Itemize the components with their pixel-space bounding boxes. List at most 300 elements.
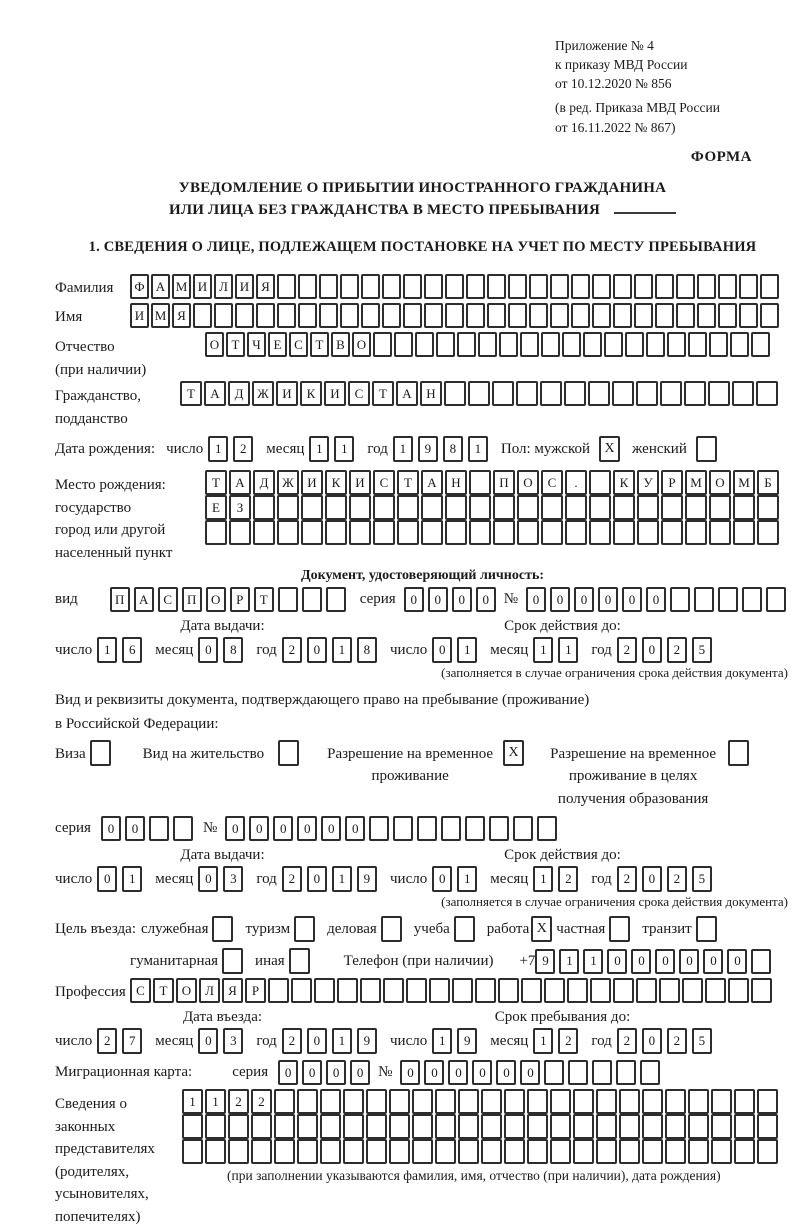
char-box[interactable]: А <box>151 274 170 299</box>
char-box[interactable] <box>469 495 491 520</box>
char-box[interactable]: 2 <box>282 637 302 663</box>
char-box[interactable]: 1 <box>533 1028 553 1054</box>
char-box[interactable] <box>412 1114 433 1139</box>
char-box[interactable] <box>734 1089 755 1114</box>
char-box[interactable] <box>417 816 437 841</box>
char-box[interactable]: С <box>373 470 395 495</box>
char-box[interactable]: 0 <box>631 949 651 974</box>
char-box[interactable]: 1 <box>533 637 553 663</box>
char-box[interactable] <box>751 332 770 357</box>
char-box[interactable]: 8 <box>443 436 463 462</box>
char-box[interactable]: М <box>151 303 170 328</box>
char-box[interactable]: 0 <box>404 587 424 612</box>
char-box[interactable] <box>493 520 515 545</box>
char-box[interactable] <box>655 274 674 299</box>
char-box[interactable] <box>361 274 380 299</box>
char-box[interactable]: 9 <box>418 436 438 462</box>
char-box[interactable] <box>688 332 707 357</box>
char-box[interactable]: 1 <box>97 637 117 663</box>
char-box[interactable]: 0 <box>249 816 269 841</box>
char-box[interactable]: П <box>182 587 202 612</box>
char-box[interactable]: 0 <box>520 1060 540 1085</box>
char-box[interactable] <box>541 495 563 520</box>
char-box[interactable]: 1 <box>457 637 477 663</box>
char-box[interactable] <box>475 978 496 1003</box>
char-box[interactable] <box>517 495 539 520</box>
char-box[interactable]: 0 <box>273 816 293 841</box>
char-box[interactable]: Т <box>226 332 245 357</box>
char-box[interactable] <box>277 495 299 520</box>
char-box[interactable] <box>504 1114 525 1139</box>
char-box[interactable] <box>661 520 683 545</box>
char-box[interactable] <box>320 1139 341 1164</box>
char-box[interactable] <box>466 303 485 328</box>
char-box[interactable] <box>517 520 539 545</box>
char-box[interactable] <box>229 520 251 545</box>
char-box[interactable] <box>564 381 586 406</box>
char-box[interactable] <box>452 978 473 1003</box>
char-box[interactable]: 1 <box>559 949 579 974</box>
char-box[interactable] <box>508 303 527 328</box>
char-box[interactable]: 2 <box>617 637 637 663</box>
char-box[interactable] <box>527 1114 548 1139</box>
visa-checkbox[interactable] <box>90 740 111 766</box>
char-box[interactable] <box>435 1114 456 1139</box>
sex-male-checkbox[interactable]: X <box>599 436 620 462</box>
char-box[interactable]: С <box>348 381 370 406</box>
char-box[interactable] <box>173 816 193 841</box>
char-box[interactable]: 0 <box>428 587 448 612</box>
char-box[interactable]: 0 <box>574 587 594 612</box>
char-box[interactable] <box>314 978 335 1003</box>
char-box[interactable] <box>343 1114 364 1139</box>
char-box[interactable] <box>445 520 467 545</box>
char-box[interactable]: 2 <box>667 637 687 663</box>
char-box[interactable] <box>214 303 233 328</box>
purpose-private-checkbox[interactable] <box>609 916 630 942</box>
char-box[interactable] <box>360 978 381 1003</box>
char-box[interactable] <box>592 1060 612 1085</box>
char-box[interactable] <box>297 1139 318 1164</box>
char-box[interactable] <box>277 303 296 328</box>
char-box[interactable] <box>527 1089 548 1114</box>
char-box[interactable]: 0 <box>448 1060 468 1085</box>
char-box[interactable]: 0 <box>472 1060 492 1085</box>
char-box[interactable] <box>403 274 422 299</box>
char-box[interactable]: 0 <box>727 949 747 974</box>
char-box[interactable] <box>636 381 658 406</box>
char-box[interactable]: П <box>110 587 130 612</box>
char-box[interactable] <box>424 274 443 299</box>
char-box[interactable] <box>634 274 653 299</box>
char-box[interactable] <box>435 1139 456 1164</box>
char-box[interactable] <box>616 1060 636 1085</box>
char-box[interactable] <box>625 332 644 357</box>
char-box[interactable]: 0 <box>607 949 627 974</box>
char-box[interactable]: 0 <box>302 1060 322 1085</box>
char-box[interactable] <box>361 303 380 328</box>
char-box[interactable]: О <box>205 332 224 357</box>
char-box[interactable] <box>604 332 623 357</box>
char-box[interactable]: 0 <box>198 1028 218 1054</box>
char-box[interactable] <box>325 520 347 545</box>
char-box[interactable] <box>251 1139 272 1164</box>
char-box[interactable] <box>487 303 506 328</box>
char-box[interactable] <box>278 587 298 612</box>
char-box[interactable]: 5 <box>692 1028 712 1054</box>
char-box[interactable]: . <box>565 470 587 495</box>
char-box[interactable]: О <box>517 470 539 495</box>
char-box[interactable] <box>466 274 485 299</box>
char-box[interactable] <box>550 1114 571 1139</box>
char-box[interactable] <box>697 303 716 328</box>
char-box[interactable]: 8 <box>357 637 377 663</box>
char-box[interactable] <box>583 332 602 357</box>
char-box[interactable]: 0 <box>97 866 117 892</box>
char-box[interactable]: М <box>172 274 191 299</box>
char-box[interactable]: Л <box>199 978 220 1003</box>
char-box[interactable] <box>550 1089 571 1114</box>
char-box[interactable]: А <box>204 381 226 406</box>
char-box[interactable]: С <box>289 332 308 357</box>
char-box[interactable]: 0 <box>307 866 327 892</box>
char-box[interactable] <box>320 1089 341 1114</box>
char-box[interactable] <box>655 303 674 328</box>
char-box[interactable] <box>320 1114 341 1139</box>
char-box[interactable]: 1 <box>393 436 413 462</box>
char-box[interactable] <box>676 274 695 299</box>
char-box[interactable] <box>589 470 611 495</box>
char-box[interactable]: 0 <box>642 866 662 892</box>
char-box[interactable]: Т <box>205 470 227 495</box>
char-box[interactable] <box>403 303 422 328</box>
char-box[interactable] <box>592 274 611 299</box>
char-box[interactable] <box>613 274 632 299</box>
char-box[interactable] <box>757 1139 778 1164</box>
char-box[interactable] <box>228 1139 249 1164</box>
char-box[interactable]: Н <box>445 470 467 495</box>
char-box[interactable]: 0 <box>550 587 570 612</box>
char-box[interactable] <box>445 495 467 520</box>
char-box[interactable] <box>739 274 758 299</box>
char-box[interactable]: 1 <box>583 949 603 974</box>
char-box[interactable] <box>709 520 731 545</box>
char-box[interactable] <box>319 303 338 328</box>
char-box[interactable] <box>481 1139 502 1164</box>
char-box[interactable] <box>757 1089 778 1114</box>
char-box[interactable] <box>373 332 392 357</box>
char-box[interactable]: И <box>301 470 323 495</box>
char-box[interactable]: 1 <box>432 1028 452 1054</box>
char-box[interactable] <box>688 1114 709 1139</box>
char-box[interactable] <box>366 1139 387 1164</box>
char-box[interactable] <box>441 816 461 841</box>
char-box[interactable] <box>751 978 772 1003</box>
char-box[interactable] <box>319 274 338 299</box>
char-box[interactable] <box>757 520 779 545</box>
char-box[interactable] <box>612 381 634 406</box>
char-box[interactable]: 0 <box>326 1060 346 1085</box>
char-box[interactable] <box>685 495 707 520</box>
char-box[interactable] <box>429 978 450 1003</box>
char-box[interactable]: 0 <box>526 587 546 612</box>
char-box[interactable]: 9 <box>535 949 555 974</box>
char-box[interactable] <box>149 816 169 841</box>
char-box[interactable] <box>665 1089 686 1114</box>
char-box[interactable]: 0 <box>432 866 452 892</box>
char-box[interactable] <box>684 381 706 406</box>
char-box[interactable]: С <box>130 978 151 1003</box>
char-box[interactable]: И <box>324 381 346 406</box>
char-box[interactable] <box>642 1114 663 1139</box>
char-box[interactable]: 9 <box>357 866 377 892</box>
char-box[interactable]: 0 <box>125 816 145 841</box>
char-box[interactable] <box>544 1060 564 1085</box>
char-box[interactable] <box>619 1089 640 1114</box>
char-box[interactable]: Ж <box>252 381 274 406</box>
char-box[interactable] <box>373 520 395 545</box>
char-box[interactable] <box>757 495 779 520</box>
char-box[interactable]: 1 <box>332 866 352 892</box>
char-box[interactable]: 0 <box>297 816 317 841</box>
char-box[interactable]: Т <box>397 470 419 495</box>
char-box[interactable]: О <box>206 587 226 612</box>
char-box[interactable]: М <box>685 470 707 495</box>
char-box[interactable] <box>228 1114 249 1139</box>
char-box[interactable] <box>676 303 695 328</box>
char-box[interactable] <box>382 274 401 299</box>
char-box[interactable] <box>268 978 289 1003</box>
char-box[interactable] <box>373 495 395 520</box>
char-box[interactable] <box>520 332 539 357</box>
char-box[interactable] <box>613 978 634 1003</box>
char-box[interactable] <box>573 1139 594 1164</box>
char-box[interactable]: 1 <box>309 436 329 462</box>
char-box[interactable]: 2 <box>97 1028 117 1054</box>
purpose-work-checkbox[interactable]: X <box>531 916 552 942</box>
char-box[interactable] <box>670 587 690 612</box>
char-box[interactable] <box>734 1139 755 1164</box>
char-box[interactable]: 5 <box>692 866 712 892</box>
char-box[interactable]: 1 <box>533 866 553 892</box>
char-box[interactable] <box>415 332 434 357</box>
char-box[interactable] <box>667 332 686 357</box>
char-box[interactable] <box>513 816 533 841</box>
residence-permit-checkbox[interactable] <box>278 740 299 766</box>
char-box[interactable] <box>445 274 464 299</box>
char-box[interactable] <box>589 520 611 545</box>
char-box[interactable] <box>636 978 657 1003</box>
char-box[interactable]: 1 <box>332 1028 352 1054</box>
char-box[interactable]: 8 <box>223 637 243 663</box>
char-box[interactable] <box>481 1089 502 1114</box>
char-box[interactable] <box>458 1139 479 1164</box>
char-box[interactable]: Д <box>253 470 275 495</box>
char-box[interactable] <box>205 1114 226 1139</box>
temp-residence-checkbox[interactable]: X <box>503 740 524 766</box>
temp-residence-education-checkbox[interactable] <box>728 740 749 766</box>
char-box[interactable]: У <box>637 470 659 495</box>
char-box[interactable] <box>256 303 275 328</box>
char-box[interactable]: 0 <box>432 637 452 663</box>
char-box[interactable]: 2 <box>233 436 253 462</box>
char-box[interactable]: 2 <box>667 866 687 892</box>
purpose-business-checkbox[interactable] <box>212 916 233 942</box>
char-box[interactable]: Я <box>172 303 191 328</box>
char-box[interactable] <box>637 495 659 520</box>
char-box[interactable]: 1 <box>332 637 352 663</box>
char-box[interactable] <box>478 332 497 357</box>
char-box[interactable]: А <box>134 587 154 612</box>
char-box[interactable] <box>613 520 635 545</box>
char-box[interactable] <box>325 495 347 520</box>
char-box[interactable]: 1 <box>334 436 354 462</box>
char-box[interactable] <box>589 495 611 520</box>
purpose-transit-checkbox[interactable] <box>696 916 717 942</box>
char-box[interactable] <box>458 1114 479 1139</box>
char-box[interactable]: Р <box>245 978 266 1003</box>
char-box[interactable] <box>661 495 683 520</box>
char-box[interactable] <box>711 1089 732 1114</box>
char-box[interactable]: 0 <box>622 587 642 612</box>
char-box[interactable] <box>251 1114 272 1139</box>
char-box[interactable]: Л <box>214 274 233 299</box>
char-box[interactable]: И <box>276 381 298 406</box>
char-box[interactable] <box>711 1114 732 1139</box>
char-box[interactable] <box>457 332 476 357</box>
char-box[interactable] <box>337 978 358 1003</box>
char-box[interactable] <box>301 495 323 520</box>
char-box[interactable]: И <box>349 470 371 495</box>
char-box[interactable] <box>487 274 506 299</box>
char-box[interactable]: И <box>130 303 149 328</box>
char-box[interactable]: О <box>709 470 731 495</box>
char-box[interactable]: К <box>300 381 322 406</box>
char-box[interactable] <box>697 274 716 299</box>
char-box[interactable]: 2 <box>282 1028 302 1054</box>
char-box[interactable]: 0 <box>679 949 699 974</box>
char-box[interactable] <box>301 520 323 545</box>
char-box[interactable] <box>634 303 653 328</box>
char-box[interactable] <box>529 274 548 299</box>
char-box[interactable]: 2 <box>617 866 637 892</box>
char-box[interactable] <box>274 1089 295 1114</box>
char-box[interactable] <box>733 520 755 545</box>
char-box[interactable] <box>468 381 490 406</box>
purpose-commercial-checkbox[interactable] <box>381 916 402 942</box>
purpose-tourism-checkbox[interactable] <box>294 916 315 942</box>
char-box[interactable]: Р <box>230 587 250 612</box>
char-box[interactable]: Я <box>222 978 243 1003</box>
char-box[interactable]: 1 <box>457 866 477 892</box>
char-box[interactable] <box>421 495 443 520</box>
char-box[interactable]: 0 <box>225 816 245 841</box>
char-box[interactable] <box>592 303 611 328</box>
char-box[interactable]: О <box>352 332 371 357</box>
char-box[interactable] <box>588 381 610 406</box>
char-box[interactable] <box>277 274 296 299</box>
char-box[interactable]: 1 <box>122 866 142 892</box>
char-box[interactable]: Е <box>205 495 227 520</box>
char-box[interactable]: П <box>493 470 515 495</box>
char-box[interactable] <box>730 332 749 357</box>
char-box[interactable] <box>274 1114 295 1139</box>
char-box[interactable]: А <box>421 470 443 495</box>
char-box[interactable] <box>508 274 527 299</box>
char-box[interactable] <box>499 332 518 357</box>
char-box[interactable] <box>504 1089 525 1114</box>
char-box[interactable]: 2 <box>282 866 302 892</box>
char-box[interactable]: 0 <box>350 1060 370 1085</box>
char-box[interactable] <box>619 1114 640 1139</box>
char-box[interactable]: Т <box>310 332 329 357</box>
char-box[interactable] <box>235 303 254 328</box>
char-box[interactable]: Т <box>372 381 394 406</box>
char-box[interactable] <box>565 495 587 520</box>
char-box[interactable] <box>297 1114 318 1139</box>
char-box[interactable]: К <box>325 470 347 495</box>
char-box[interactable] <box>637 520 659 545</box>
char-box[interactable] <box>445 303 464 328</box>
char-box[interactable] <box>760 274 779 299</box>
char-box[interactable] <box>613 303 632 328</box>
char-box[interactable] <box>302 587 322 612</box>
char-box[interactable]: И <box>193 274 212 299</box>
char-box[interactable] <box>742 587 762 612</box>
char-box[interactable]: 1 <box>205 1089 226 1114</box>
char-box[interactable]: О <box>176 978 197 1003</box>
char-box[interactable]: 0 <box>476 587 496 612</box>
char-box[interactable] <box>366 1114 387 1139</box>
char-box[interactable]: 0 <box>278 1060 298 1085</box>
char-box[interactable] <box>343 1139 364 1164</box>
char-box[interactable] <box>481 1114 502 1139</box>
char-box[interactable] <box>435 1089 456 1114</box>
char-box[interactable] <box>298 303 317 328</box>
char-box[interactable]: 0 <box>452 587 472 612</box>
char-box[interactable] <box>550 274 569 299</box>
char-box[interactable]: 2 <box>667 1028 687 1054</box>
char-box[interactable] <box>709 332 728 357</box>
char-box[interactable]: 1 <box>558 637 578 663</box>
char-box[interactable] <box>571 274 590 299</box>
char-box[interactable]: Е <box>268 332 287 357</box>
char-box[interactable] <box>412 1089 433 1114</box>
char-box[interactable] <box>766 587 786 612</box>
char-box[interactable] <box>718 587 738 612</box>
char-box[interactable] <box>732 381 754 406</box>
char-box[interactable] <box>665 1114 686 1139</box>
char-box[interactable]: 7 <box>122 1028 142 1054</box>
char-box[interactable] <box>389 1089 410 1114</box>
char-box[interactable]: 6 <box>122 637 142 663</box>
char-box[interactable]: 0 <box>424 1060 444 1085</box>
char-box[interactable] <box>544 978 565 1003</box>
char-box[interactable] <box>298 274 317 299</box>
char-box[interactable]: Ж <box>277 470 299 495</box>
char-box[interactable] <box>182 1114 203 1139</box>
char-box[interactable] <box>444 381 466 406</box>
char-box[interactable] <box>573 1089 594 1114</box>
char-box[interactable]: 0 <box>198 866 218 892</box>
char-box[interactable]: Ф <box>130 274 149 299</box>
char-box[interactable] <box>659 978 680 1003</box>
char-box[interactable] <box>529 303 548 328</box>
char-box[interactable]: Н <box>420 381 442 406</box>
char-box[interactable] <box>253 495 275 520</box>
char-box[interactable] <box>521 978 542 1003</box>
char-box[interactable] <box>504 1139 525 1164</box>
